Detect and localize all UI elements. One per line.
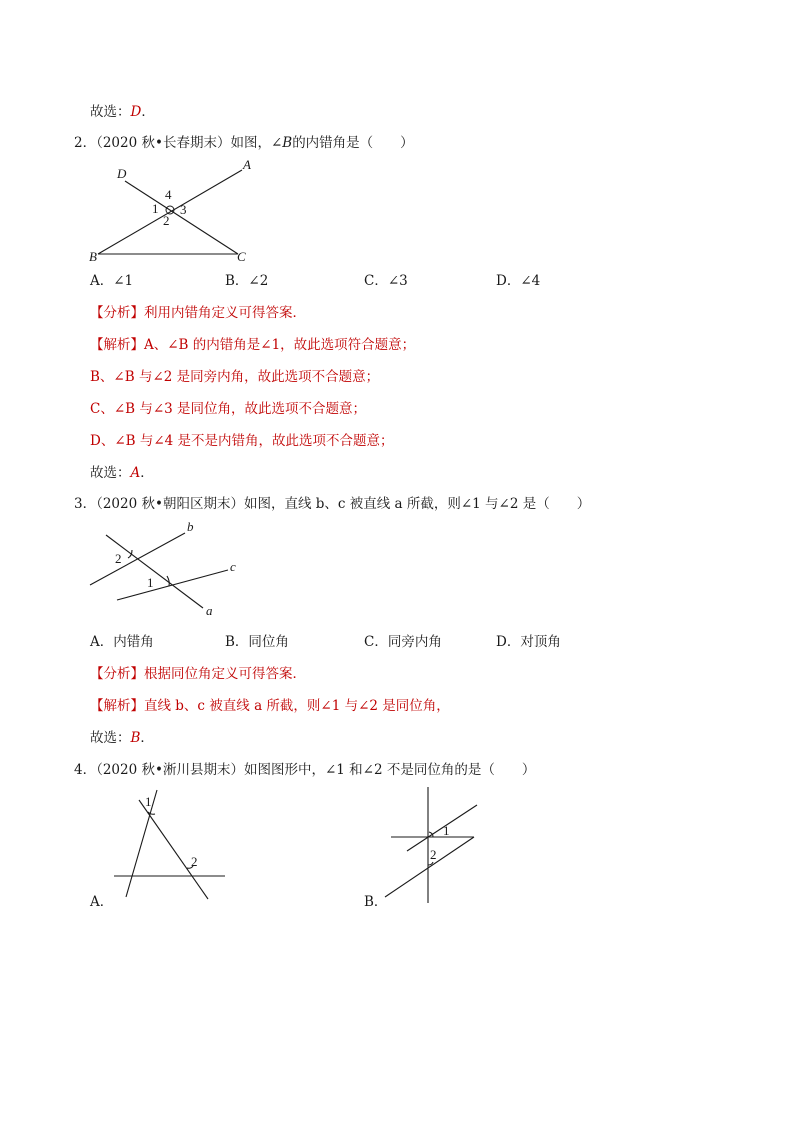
q4-figure-b-label[interactable]: B．	[364, 894, 388, 910]
q2-stem-text-a: 2．（2020 秋•长春期末）如图，∠	[74, 135, 283, 151]
answer-end: ．	[141, 104, 155, 120]
q3-option-d[interactable]: D．对顶角	[496, 634, 561, 650]
solution-tag: 【解析】	[90, 698, 144, 714]
label-C: C	[237, 249, 246, 264]
label-D: D	[117, 166, 127, 181]
q4-stem: 4．（2020 秋•淅川县期末）如图图形中，∠1 和∠2 不是同位角的是（ ）	[74, 762, 536, 778]
q2-stem-angle: B	[282, 135, 293, 151]
q3-option-c[interactable]: C．同旁内角	[364, 634, 442, 650]
q2-stem-text-c: 的内错角是（ ）	[292, 135, 414, 151]
q3-stem: 3．（2020 秋•朝阳区期末）如图，直线 b、c 被直线 a 所截，则∠1 与∠2 是（ ）	[74, 496, 591, 512]
label-angle-2: 2	[163, 213, 170, 228]
label-angle-2: 2	[115, 551, 122, 566]
q3-option-b[interactable]: B．同位角	[225, 634, 289, 650]
label-angle-1: 1	[152, 201, 159, 216]
q2-option-d[interactable]: D．∠4	[496, 273, 541, 289]
label-angle-3: 3	[180, 202, 187, 217]
solution-text: A、∠B 的内错角是∠1，故此选项符合题意；	[144, 337, 416, 353]
analysis-text: 根据同位角定义可得答案．	[144, 666, 306, 682]
label-angle-1: 1	[147, 575, 154, 590]
fig-b-line-upper	[407, 805, 477, 851]
q2-solution-line-4: D、∠B 与∠4 是不是内错角，故此选项不合题意；	[90, 433, 394, 449]
q4-figure-a-label[interactable]: A．	[90, 894, 114, 910]
analysis-tag: 【分析】	[90, 305, 144, 321]
fig-b-label-1: 1	[443, 823, 450, 838]
answer-end: ．	[140, 465, 154, 481]
label-angle-4: 4	[165, 187, 172, 202]
answer-prefix: 故选：	[90, 104, 131, 120]
q2-option-b[interactable]: B．∠2	[225, 273, 269, 289]
label-A: A	[243, 157, 251, 172]
fig-b-label-2: 2	[430, 847, 437, 862]
solution-tag: 【解析】	[90, 337, 144, 353]
fig-b-line-lower	[385, 837, 474, 897]
solution-text: 直线 b、c 被直线 a 所截，则∠1 与∠2 是同位角，	[144, 698, 450, 714]
analysis-tag: 【分析】	[90, 666, 144, 682]
analysis-text: 利用内错角定义可得答案．	[144, 305, 306, 321]
label-B: B	[89, 249, 97, 264]
answer-prefix: 故选：	[90, 465, 131, 481]
q2-solution-line-2: B、∠B 与∠2 是同旁内角，故此选项不合题意；	[90, 369, 380, 385]
label-b: b	[187, 519, 194, 534]
answer-value: D	[130, 104, 142, 120]
fig-a-label-2: 2	[191, 854, 198, 869]
label-c: c	[230, 559, 236, 574]
answer-value: A	[130, 465, 141, 481]
label-a: a	[206, 603, 213, 618]
q2-solution-line-3: C、∠B 与∠3 是同位角，故此选项不合题意；	[90, 401, 367, 417]
answer-end: ．	[140, 730, 154, 746]
q2-option-c[interactable]: C．∠3	[364, 273, 408, 289]
answer-prefix: 故选：	[90, 730, 131, 746]
q2-option-a[interactable]: A．∠1	[90, 273, 134, 289]
answer-value: B	[130, 730, 141, 746]
fig-a-label-1: 1	[145, 794, 152, 809]
q3-option-a[interactable]: A．内错角	[90, 634, 154, 650]
